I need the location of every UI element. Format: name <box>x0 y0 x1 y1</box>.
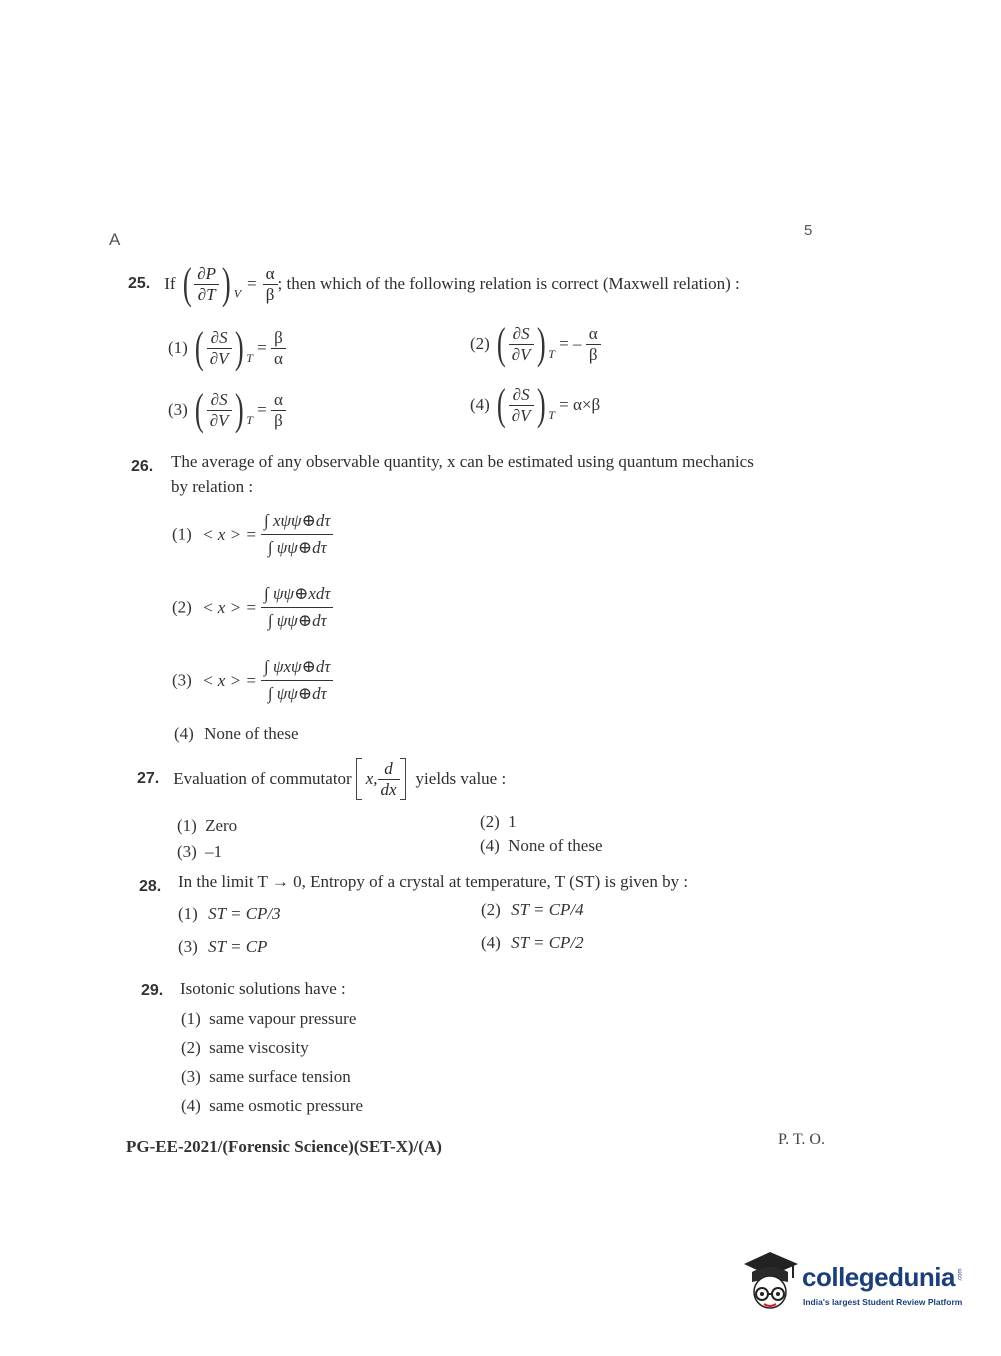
q27-option-1[interactable]: (1) Zero <box>177 816 238 835</box>
brand-name: collegedunia <box>802 1262 955 1292</box>
brand-tld: .com <box>957 1268 964 1282</box>
footer-pto: P. T. O. <box>778 1131 825 1148</box>
bracket-left <box>356 758 362 800</box>
q26-option-2[interactable]: (2) < x > = $\frac{\text{∫ ψψ⊕xdτ}}{\int \psi\psi\oplus d\tau}$ <box>172 581 333 635</box>
collegedunia-logo[interactable] <box>740 1248 980 1328</box>
question-number: 28. <box>139 878 162 895</box>
page-number: 5 <box>804 222 813 239</box>
q28-option-3[interactable]: (3) ST = CP <box>178 937 268 956</box>
q29-option-3[interactable]: (3) same surface tension <box>181 1067 351 1086</box>
q28-option-1[interactable]: (1) ST = CP/3 <box>178 904 281 923</box>
condition-fraction: $\frac{\partial P}{\partial T}$ <box>194 264 219 305</box>
question-text: Isotonic solutions have : <box>180 979 346 998</box>
q29-option-4[interactable]: (4) same osmotic pressure <box>181 1096 363 1115</box>
question-if: If <box>164 274 176 293</box>
q26-option-1[interactable]: (1) < x > = $\frac{\text{∫ xψψ⊕dτ}}{\int \psi\psi\oplus d\tau}$ <box>172 508 333 562</box>
question-text-line-2: by relation : <box>171 477 254 496</box>
q25-option-3[interactable]: (3) ( $\frac{\partial S}{\partial V}$ ) $_T$ = $\frac{\alpha}{\beta}$ <box>168 388 286 438</box>
condition-rhs-fraction: $\frac{\alpha}{\beta}$ <box>263 264 278 305</box>
q27-option-4[interactable]: (4) None of these <box>480 836 603 855</box>
question-25: 25. If ( $\frac{\partial P}{\partial T}$ ) $_V$ = $\frac{\alpha}{\beta}$ ; then which of the following relation is correct (Maxwell relation) : <box>128 259 740 308</box>
set-letter: A <box>109 230 121 249</box>
footer-code: PG-EE-2021/(Forensic Science)(SET-X)/(A) <box>126 1137 442 1156</box>
q28-option-2[interactable]: (2) ST = CP/4 <box>481 900 584 919</box>
q26-option-3[interactable]: (3) < x > = $\frac{\text{∫ ψxψ⊕dτ}}{\int \psi\psi\oplus d\tau}$ <box>172 654 333 708</box>
q27-option-3[interactable]: (3) –1 <box>177 842 223 861</box>
q29-option-2[interactable]: (2) same viscosity <box>181 1038 309 1057</box>
question-number: 29. <box>141 982 164 999</box>
question-number: 26. <box>131 458 154 475</box>
paren-right: ) <box>221 259 231 308</box>
q25-option-1[interactable]: (1) ( $\frac{\partial S}{\partial V}$ ) $_T$ = $\frac{\beta}{\alpha}$ <box>168 326 286 376</box>
question-text: In the limit T → 0, Entropy of a crystal at temperature, T (ST) is given by : <box>178 872 689 891</box>
q26-option-4[interactable]: (4) None of these <box>174 724 299 743</box>
question-27: 27. Evaluation of commutator x, $\frac{d}{dx}$ yields value : <box>137 758 507 799</box>
q27-option-2[interactable]: (2) 1 <box>480 812 517 831</box>
q25-option-2[interactable]: (2) ( $\frac{\partial S}{\partial V}$ ) $_T$ = – $\frac{\alpha}{\beta}$ <box>470 322 601 372</box>
q29-option-1[interactable]: (1) same vapour pressure <box>181 1009 357 1028</box>
mascot-icon <box>740 1248 800 1318</box>
question-number: 25. <box>128 275 151 292</box>
brand-tagline: India's largest Student Review Platform <box>803 1297 963 1307</box>
paren-left: ( <box>182 259 192 308</box>
q25-option-4[interactable]: (4) ( $\frac{\partial S}{\partial V}$ ) $_T$ = α×β <box>470 380 601 429</box>
question-text-line-1: The average of any observable quantity, x can be estimated using quantum mechanics <box>171 452 754 471</box>
q28-option-4[interactable]: (4) ST = CP/2 <box>481 933 584 952</box>
bracket-right <box>400 758 406 800</box>
question-text: ; then which of the following relation is correct (Maxwell relation) : <box>277 274 740 293</box>
